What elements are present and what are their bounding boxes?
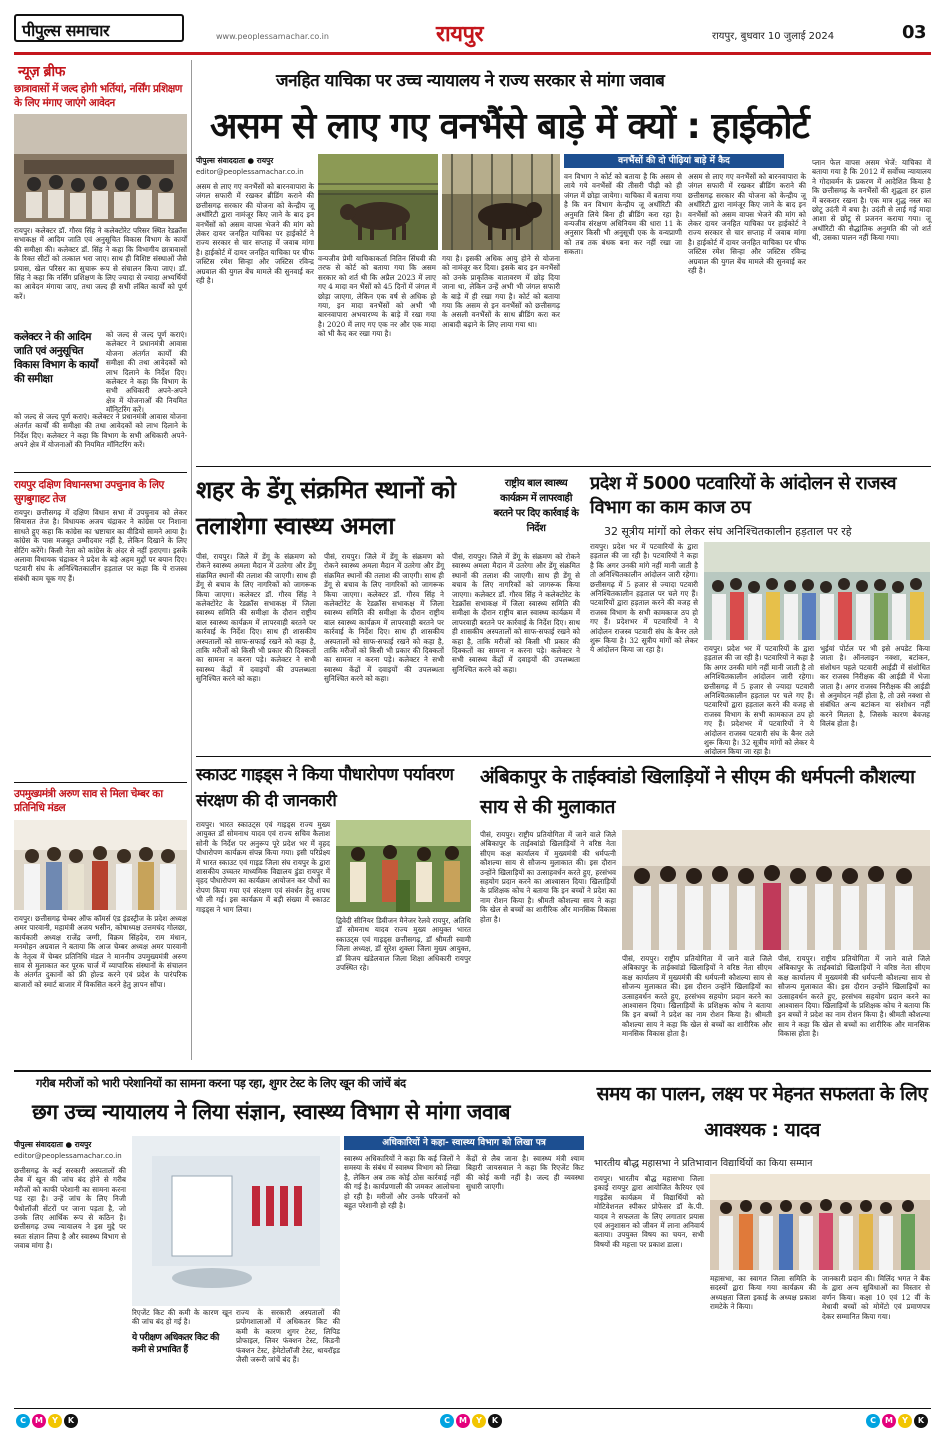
masthead-logo	[14, 14, 184, 42]
taekwondo-text-2: पीसं, रायपुर। राष्ट्रीय प्रतियोगिता में जाने वाले जिले अंबिकापुर के ताईक्वांडो खिलाड़ियों ने वरिष्ठ नेता सीएम कक्ष कार्यालय में मुख्यमंत्री की धर्मपत्नी कौशल्या साय से सौजन्य मुलाकात की। इस दौरान उन्होंने खिलाड़ियों का उत्साहवर्धन करते हुए, हरसंभव सहयोग प्रदान करने का आश्वासन दिया। खिलाड़ियों के प्रशिक्षक कोच ने बताया कि इन बच्चों ने प्रदेश का नाम रोशन किया है। श्रीमती कौशल्या साय ने कहा कि खेल से बच्चों का शारीरिक और मानसिक विकास होता है।	[622, 954, 772, 1039]
patwari-text-2: रायपुर। प्रदेश भर में पटवारियों के द्वारा हड़ताल की जा रही है। पटवारियों ने कहा है कि अगर उनकी मांगे नहीं मानी जाती है तो अनिश्चितकालीन आंदोलन जारी रहेगा। छत्तीसगढ़ में 5 हजार से ज्यादा पटवारी अनिश्चितकालीन हड़ताल पर चले गए हैं। पटवारियों द्वारा हड़ताल करने की वजह से राजस्व विभाग के सभी कामकाज ठप हो गए हैं। प्रदेशभर में पटवारियों ने ये आंदोलन राजस्व पटवारी संघ के बैनर तले शुरू किया है। 32 सूत्रीय मांगों को लेकर ये आंदोलन किया जा रहा है।	[704, 644, 814, 757]
yadav-sub: भारतीय बौद्ध महासभा ने प्रतिभावान विद्यार्थियों का किया सम्मान	[594, 1158, 813, 1169]
yellow-mark: Y	[898, 1414, 912, 1428]
sugar-text-d: केंद्रों से लैब जाना है। स्वास्थ्य मंत्री श्याम बिहारी जायसवाल ने कहा कि रिएजेंट किट की कोई कमी नहीं है। जल्द ही व्यवस्था सुधारी जाएगी।	[466, 1154, 584, 1192]
buffalo-enclosure-photo	[442, 154, 560, 250]
taekwondo-text-3: पीसं, रायपुर। राष्ट्रीय प्रतियोगिता में जाने वाले जिले अंबिकापुर के ताईक्वांडो खिलाड़ियों ने वरिष्ठ नेता सीएम कक्ष कार्यालय में मुख्यमंत्री की धर्मपत्नी कौशल्या साय से सौजन्य मुलाकात की। इस दौरान उन्होंने खिलाड़ियों का उत्साहवर्धन करते हुए, हरसंभव सहयोग प्रदान करने का आश्वासन दिया। खिलाड़ियों के प्रशिक्षक कोच ने बताया कि इन बच्चों ने प्रदेश का नाम रोशन किया है। श्रीमती कौशल्या साय ने कहा कि खेल से बच्चों का शारीरिक और मानसिक विकास होता है।	[778, 954, 930, 1039]
sugar-headline: छग उच्च न्यायालय ने लिया संज्ञान, स्वास्थ्य विभाग से मांगा जवाब	[32, 1100, 511, 1124]
masthead	[0, 0, 945, 56]
patwari-photo-1	[704, 542, 930, 640]
taekwondo-story	[476, 760, 931, 1066]
column-divider	[191, 60, 192, 1060]
scout-headline: स्काउट गाइड्स ने किया पौधारोपण पर्यावरण संरक्षण की दी जानकारी	[196, 765, 454, 811]
rule	[196, 466, 931, 467]
cyan-mark: C	[16, 1414, 30, 1428]
players-meeting-photo	[622, 830, 930, 950]
footer-rule	[14, 1408, 931, 1409]
sugar-photo-caption: रिएजेंट किट की कमी के कारण खून की जांच बंद हो गई है।	[132, 1308, 232, 1327]
lead-text-a: असम से लाए गए वनभैंसों को बारनवापारा के जंगल सफारी में रखकर ब्रीडिंग कराने की छत्तीसगढ़ सरकार की योजना को केन्द्रीय जू अथॉरिटी द्वारा नामंजूर किए जाने के बाद इन वनभैंसों को असम वापस भेजने की मांग को लेकर दायर जनहित याचिका पर हाईकोर्ट ने राज्य सरकार से चार सप्ताह में जवाब मांगा है। हाईकोर्ट में दायर जनहित याचिका पर चीफ जस्टिस रमेश सिन्हा और जस्टिस रविन्द्र अग्रवाल की युगल बेंच मामले की सुनवाई कर रही है।	[196, 182, 314, 286]
rule	[14, 1070, 931, 1072]
sugar-byline: पीपुल्स संवाददाता ● रायपुर	[14, 1140, 92, 1149]
scout-caption: द्विवेदी सीनियर डिवीजन मैनेजर रेलवे रायपुर, अतिथि डॉ सोमनाथ यादव राज्य मुख्य आयुक्त भारत स्काउट्स एवं गाइड्स छत्तीसगढ़, डॉ श्रीमती स्वामी जिला अध्यक्ष, डॉ सुरेश शुक्ला जिला मुख्य आयुक्त, डॉ विजय खंडेलवाल जिला शिक्षा अधिकारी रायपुर उपस्थित रहे।	[336, 916, 471, 973]
dengue-headline: शहर के डेंगू संक्रमित स्थानों को तलाशेगा स्वास्थ्य अमला	[196, 476, 456, 540]
lead-headline: असम से लाए गए वनभैंसे बाड़े में क्यों : हाईकोर्ट	[210, 106, 809, 147]
dengue-text-3: पीसं, रायपुर। जिले में डेंगू के संक्रमण को रोकने स्वास्थ्य अमला मैदान में उतरेगा और डेंगू संक्रमित स्थानों की तलाश की जाएगी। साथ ही डेंगू से बचाव के लिए नागरिकों को जागरूक किया जाएगा। कलेक्टर डॉ. गौरव सिंह ने कलेक्टोरेट के रेडक्रॉस सभाकक्ष में जिला स्वास्थ्य समिति की समीक्षा के दौरान राष्ट्रीय बाल स्वास्थ्य कार्यक्रम में लापरवाही बरतने पर कार्रवाई के निर्देश दिए। साथ ही शासकीय अस्पतालों को साफ-सफाई रखने को कहा है, ताकि मरीजों को किसी भी प्रकार की दिक्कतों का सामना न करना पड़े। कलेक्टर ने सभी स्वास्थ्य केंद्रों में दवाइयों की उपलब्धता सुनिश्चित करने को कहा।	[452, 552, 580, 674]
brief-text-1c: को जल्द से जल्द पूर्ण कराएं। कलेक्टर ने प्रधानमंत्री आवास योजना अंतर्गत कार्यों की समीक्षा की तथा आवेदकों को लाभ दिलाने के निर्देश दिए। कलेक्टर ने कहा कि विभाग के सभी अधिकारी अपने-अपने क्षेत्र में योजनाओं की नियमित मॉनिटरिंग करें।	[14, 412, 187, 450]
rule	[14, 782, 187, 783]
page-number: 03	[902, 22, 927, 43]
brief-head-1: छात्रावासों में जल्द होगी भर्तियां, नर्सिंग प्रशिक्षण के लिए मंगाए जाएंगे आवेदन	[14, 83, 182, 109]
patwari-sub: 32 सूत्रीय मांगों को लेकर संघ अनिश्चितकालीन हड़ताल पर रहे	[604, 525, 852, 538]
brief-text-1b: को जल्द से जल्द पूर्ण कराएं। कलेक्टर ने प्रधानमंत्री आवास योजना अंतर्गत कार्यों की समीक्षा की तथा आवेदकों को लाभ दिलाने के निर्देश दिए। कलेक्टर ने कहा कि विभाग के सभी अधिकारी अपने-अपने क्षेत्र में योजनाओं की नियमित मॉनिटरिंग करें।	[106, 330, 187, 415]
masthead-website: www.peoplessamachar.co.in	[216, 32, 329, 41]
lead-text-e: प्लान फेल वापस असम भेजें: याचिका में बताया गया है कि 2012 में सर्वोच्च न्यायालय ने गोदावर्मन के प्रकरण में आदेशित किया है कि छत्तीसगढ़ के वनभैंसों की शुद्धता हर हाल में बरकरार रखना है। एक मात्र शुद्ध नस्ल का छोटू उदंती में बचा है। उदंती से लाई गई मादा आशा से छोटू से प्रजनन कराया गया। जू अथॉरिटी की सैद्धांतिक अनुमति की जो शर्त थी, उसका पालन नहीं किया गया।	[812, 158, 931, 243]
lead-photo-1	[318, 154, 438, 250]
lead-kicker: जनहित याचिका पर उच्च न्यायालय ने राज्य सरकार से मांगा जवाब	[276, 71, 665, 91]
dengue-side-note: राष्ट्रीय बाल स्वास्थ्य कार्यक्रम में लापरवाही बरतने पर दिए कार्रवाई के निर्देश	[493, 478, 579, 534]
brief-head-2: रायपुर दक्षिण विधानसभा उपचुनाव के लिए सुगबुगाहट तेज	[14, 479, 164, 505]
patwari-text-1: रायपुर। प्रदेश भर में पटवारियों के द्वारा हड़ताल की जा रही है। पटवारियों ने कहा है कि अगर उनकी मांगे नहीं मानी जाती है तो अनिश्चितकालीन आंदोलन जारी रहेगा। छत्तीसगढ़ में 5 हजार से ज्यादा पटवारी अनिश्चितकालीन हड़ताल पर चले गए हैं। पटवारियों द्वारा हड़ताल करने की वजह से राजस्व विभाग के सभी कामकाज ठप हो गए हैं। प्रदेशभर में पटवारियों ने ये आंदोलन राजस्व पटवारी संघ के बैनर तले शुरू किया है। 32 सूत्रीय मांगों को लेकर ये आंदोलन किया जा रहा है।	[590, 542, 698, 655]
lead-text-b: वन्यजीव प्रेमी याचिकाकर्ता नितिन सिंघवी की तरफ से कोर्ट को बताया गया कि असम सरकार को शर्त थी कि अप्रैल 2023 में लाए गए 4 मादा वन भैंसों को 45 दिनों में जंगल में छोड़ा जाएगा, लेकिन एक वर्ष से अधिक हो गया, इन मादा वनभैंसों को अभी भी बारनवापारा अभयारण्य के बाड़े में रखा गया है। 2020 में लाए गए एक नर और एक मादा को भी कैद कर रखा गया है।	[318, 254, 436, 339]
lead-email: editor@peoplessamachar.co.in	[196, 168, 304, 176]
magenta-mark: M	[456, 1414, 470, 1428]
lab-test-photo	[132, 1136, 340, 1306]
brief-text-1: रायपुर। कलेक्टर डॉ. गौरव सिंह ने कलेक्टोरेट परिसर स्थित रेडक्रॉस सभाकक्ष में आदिम जाति एवं अनुसूचित विकास विभाग के कार्यों की समीक्षा की। कलेक्टर डॉ. सिंह ने कहा कि विभागीय छात्रावासों के रिक्त सीटों को तत्काल भरा जाए। साथ ही विशिष्ट संस्थाओं जैसे प्रयास, खेल परिसर का सुचारू रूप से संचालन किया जाए। डॉ. सिंह ने कहा कि नर्सिंग प्रशिक्षण के लिए ज्यादा से ज्यादा अभ्यर्थियों का आवेदन मंगाया जाए, तथा जल्द ही सभी लंबित कार्यों को पूर्ण करें।	[14, 226, 187, 301]
taekwondo-headline: अंबिकापुर के ताईक्वांडो खिलाड़ियों ने सीएम की धर्मपत्नी कौशल्या साय से की मुलाकात	[480, 766, 915, 818]
black-mark: K	[914, 1414, 928, 1428]
brief-text-3: रायपुर। छत्तीसगढ़ चेम्बर ऑफ कॉमर्स एंड इंडस्ट्रीज के प्रदेश अध्यक्ष अमर पारवानी, महामंत्री अजय भसीन, कोषाध्यक्ष उत्तमचंद गोलछा, कार्यकारी अध्यक्ष राजेंद्र जग्गी, विक्रम सिंहदेव, राम मंधान, मनमोहन अग्रवाल ने बताया कि आज चेम्बर अध्यक्ष अमर पारवानी के नेतृत्व में चेम्बर प्रतिनिधि मंडल ने माननीय उपमुख्यमंत्री अरुण साव से मुलाकात कर पूरक चार्ज में व्यापारिक संस्थानों के संचालन के अंतर्गत दुकानों को फ्री होल्ड करने एवं प्रदेश के पारंपरिक बाजारों को स्मार्ट बाजार में विकसित करने हेतु ज्ञापन सौंपा।	[14, 914, 187, 989]
taekwondo-text-1: पीसं, रायपुर। राष्ट्रीय प्रतियोगिता में जाने वाले जिले अंबिकापुर के ताईक्वांडो खिलाड़ियों ने वरिष्ठ नेता सीएम कक्ष कार्यालय में मुख्यमंत्री की धर्मपत्नी कौशल्या साय से सौजन्य मुलाकात की। इस दौरान उन्होंने खिलाड़ियों का उत्साहवर्धन करते हुए, हरसंभव सहयोग प्रदान करने का आश्वासन दिया। खिलाड़ियों के प्रशिक्षक कोच ने बताया कि इन बच्चों ने प्रदेश का नाम रोशन किया है। श्रीमती कौशल्या साय ने कहा कि खेल से बच्चों का शारीरिक और मानसिक विकास होता है।	[480, 830, 616, 924]
dateline: रायपुर, बुधवार 10 जुलाई 2024	[712, 31, 835, 42]
sugar-text-1: छत्तीसगढ़ के कई सरकारी अस्पतालों की लैब में खून की जांच बंद होने से गरीब मरीजों को काफी परेशानी का सामना करना पड़ रहा है। उन्हें जांच के लिए निजी पैथोलॉजी सेंटरों पर जाना पड़ता है, जो उनके लिए आर्थिक रूप से कठिन है। छत्तीसगढ़ उच्च न्यायालय ने इस मुद्दे पर स्वतः संज्ञान लिया है और स्वास्थ्य विभाग से जवाब मांगा है।	[14, 1166, 126, 1251]
lead-photo-2	[442, 154, 560, 250]
magenta-mark: M	[882, 1414, 896, 1428]
section-title: रायपुर	[436, 22, 483, 47]
protest-crowd-photo	[704, 542, 930, 640]
sugar-email: editor@peoplessamachar.co.in	[14, 1152, 122, 1160]
plantation-photo	[336, 820, 471, 912]
sugar-text-b: राज्य के सरकारी अस्पतालों की प्रयोगशालाओं में अधिकतर किट की कमी के कारण शुगर टेस्ट, लिपिड प्रोफाइल, लिवर फंक्शन टेस्ट, किडनी फंक्शन टेस्ट, हेमेटोलॉजी टेस्ट, थायरॉइड जैसी जरूरी जांचें बंद हैं।	[236, 1308, 340, 1365]
brief-photo-3	[14, 820, 187, 910]
masthead-rule	[14, 52, 931, 55]
patwari-story	[586, 470, 931, 757]
yadav-story	[590, 1074, 931, 1394]
black-mark: K	[488, 1414, 502, 1428]
rule	[196, 756, 931, 757]
brief-text-2: रायपुर। छत्तीसगढ़ में दक्षिण विधान सभा में उपचुनाव को लेकर सियासत तेज है। विधायक अजय चंद्राकर ने कांग्रेस पर निशाना साधते हुए कहा कि कांग्रेस का भ्रष्टाचार का वीडियो सामने आया है। कांग्रेस के पास मजबूत उम्मीदवार नहीं है, लेकिन दिखाने के लिए सेटिंग करेंगे। किसी नेता को कांग्रेस के अंदर से नहीं हराएगा। इसके अलावा विधायक चंद्राकर ने प्रदेश के बड़े अहम मुद्दों पर बयान दिए। पटवारी संघ के अनिश्चितकालीन हड़ताल पर कहा कि ये राजस्व संबंधी काम चूक गए हैं।	[14, 508, 187, 583]
wild-buffalo-photo	[318, 154, 438, 250]
delegation-photo	[14, 820, 187, 910]
scout-photo	[336, 820, 471, 912]
brief-head-3: उपमुख्यमंत्री अरुण साव से मिला चेम्बर का प्रतिनिधि मंडल	[14, 788, 163, 814]
yadav-text-1: रायपुर। भारतीय बौद्ध महासभा जिला इकाई रायपुर द्वारा आयोजित कैरियर एवं गाइडेंस कार्यक्रम में विद्यार्थियों को मोटिवेशनल स्पीकर प्रोफेसर डॉ के.पी. यादव ने सफलता के लिए लगातार प्रयास एवं अनुशासन को जीवन में लाना अनिवार्य बताया। उपयुक्त विषय का चयन, सभी विषयों की महत्ता पर प्रकाश डाला।	[594, 1174, 704, 1249]
scout-text-1: रायपुर। भारत स्काउट्स एवं गाइड्स राज्य मुख्य आयुक्त डॉ सोमनाथ यादव एवं राज्य सचिव कैलाश सोनी के निर्देश पर अनुरूप पूरे प्रदेश भर में वृहद पौधारोपण कार्यक्रम संपन्न किया गया। इसी परिप्रेक्ष्य में भारत स्काउट एवं गाइड जिला संघ रायपुर के द्वारा शासकीय उच्चतर माध्यमिक विद्यालय डुंडा रायपुर में वृहद पौधारोपण का कार्यक्रम आयोजन कर पौधों का रोपण किया गया एवं संरक्षण एवं संवर्धन हेतु शपथ भी ली गई। इस कार्यक्रम में बड़ी संख्या में स्काउट गाइड्स ने भाग लिया।	[196, 820, 330, 914]
magenta-mark: M	[32, 1414, 46, 1428]
logo-text: पीपुल्स समाचार	[22, 21, 109, 40]
rule	[14, 472, 187, 473]
dengue-story	[196, 470, 581, 752]
meeting-photo	[14, 114, 187, 222]
brief-photo-1	[14, 114, 187, 222]
cyan-mark: C	[866, 1414, 880, 1428]
sugar-story	[14, 1074, 584, 1394]
cyan-mark: C	[440, 1414, 454, 1428]
lead-byline: पीपुल्स संवाददाता ● रायपुर	[196, 156, 274, 165]
sugar-photo	[132, 1136, 340, 1306]
sugar-sub2: ये परीक्षण अधिकतर किट की कमी से प्रभावित हैं	[132, 1333, 219, 1355]
brief-pullquote: कलेक्टर ने की आदिम जाति एवं अनुसूचित विकास विभाग के कार्यों की समीक्षा	[14, 331, 98, 385]
felicitation-photo	[710, 1174, 930, 1270]
sugar-text-c: स्वास्थ्य अधिकारियों ने कहा कि कई जिलों ने समस्या के संबंध में स्वास्थ्य विभाग को लिखा है, लेकिन अब तक कोई ठोस कार्रवाई नहीं की गई है। कार्यप्रणाली की जमकर आलोचना हो रही है। मरीजों और उनके परिजनों को बहुत परेशानी हो रही है।	[344, 1154, 460, 1211]
dengue-text-2: पीसं, रायपुर। जिले में डेंगू के संक्रमण को रोकने स्वास्थ्य अमला मैदान में उतरेगा और डेंगू संक्रमित स्थानों की तलाश की जाएगी। साथ ही डेंगू से बचाव के लिए नागरिकों को जागरूक किया जाएगा। कलेक्टर डॉ. गौरव सिंह ने कलेक्टोरेट के रेडक्रॉस सभाकक्ष में जिला स्वास्थ्य समिति की समीक्षा के दौरान राष्ट्रीय बाल स्वास्थ्य कार्यक्रम में लापरवाही बरतने पर कार्रवाई के निर्देश दिए। साथ ही शासकीय अस्पतालों को साफ-सफाई रखने को कहा है, ताकि मरीजों को किसी भी प्रकार की दिक्कतों का सामना न करना पड़े। कलेक्टर ने सभी स्वास्थ्य केंद्रों में दवाइयों की उपलब्धता सुनिश्चित करने को कहा।	[324, 552, 444, 684]
sugar-kicker: गरीब मरीजों को भारी परेशानियों का सामना करना पड़ रहा, शुगर टेस्ट के लिए खून की जांचें बंद	[36, 1076, 406, 1090]
patwari-headline: प्रदेश में 5000 पटवारियों के आंदोलन से राजस्व विभाग का काम काज ठप	[590, 473, 897, 518]
yadav-text-c: जानकारी प्रदान की। मिलिंद भगत ने बैंक के द्वारा अन्य सुविधाओं का विस्तार से वर्णन किया। कक्षा 10 एवं 12 वीं के मेधावी बच्चों को मोमेंटो एवं प्रमाणपत्र देकर सम्मानित किया गया।	[822, 1274, 930, 1321]
yellow-mark: Y	[48, 1414, 62, 1428]
scout-story	[196, 760, 471, 1066]
sugar-box-title: अधिकारियों ने कहा- स्वास्थ्य विभाग को लिखा पत्र	[344, 1136, 584, 1150]
lead-box-title: वनभैंसों की दो पीढ़ियां बाड़े में कैद	[564, 154, 784, 168]
taekwondo-photo	[622, 830, 930, 950]
black-mark: K	[64, 1414, 78, 1428]
dengue-text-1: पीसं, रायपुर। जिले में डेंगू के संक्रमण को रोकने स्वास्थ्य अमला मैदान में उतरेगा और डेंगू संक्रमित स्थानों की तलाश की जाएगी। साथ ही डेंगू से बचाव के लिए नागरिकों को जागरूक किया जाएगा। कलेक्टर डॉ. गौरव सिंह ने कलेक्टोरेट के रेडक्रॉस सभाकक्ष में जिला स्वास्थ्य समिति की समीक्षा के दौरान राष्ट्रीय बाल स्वास्थ्य कार्यक्रम में लापरवाही बरतने पर कार्रवाई के निर्देश दिए। साथ ही शासकीय अस्पतालों को साफ-सफाई रखने को कहा है, ताकि मरीजों को किसी भी प्रकार की दिक्कतों का सामना न करना पड़े। कलेक्टर ने सभी स्वास्थ्य केंद्रों में दवाइयों की उपलब्धता सुनिश्चित करने को कहा।	[196, 552, 316, 684]
footer-marks	[0, 1400, 945, 1440]
yadav-text-b: महासभा, का स्वागत जिला समिति के सदस्यों द्वारा किया गया कार्यक्रम की अध्यक्षता जिला इकाई के अध्यक्ष प्रकाश रामटेके ने किया।	[710, 1274, 816, 1312]
lead-text-c: गया है। इसकी अधिक आयु होने से योजना को नामंजूर कर दिया। इसके बाद इन वनभैंसों को उनके प्राकृतिक वातावरण में छोड़ दिया जाना था, लेकिन उन्हें अभी भी जंगल सफारी के बाड़े में ही रखा गया है। कोर्ट को बताया गया कि असम से इन वनभैंसों को छत्तीसगढ़ के असली वनभैंसों के साथ ब्रीडिंग करा कर आबादी बढ़ाने के लिए लाया गया था।	[442, 254, 560, 329]
patwari-text-3: भुईयां पोर्टल पर भी इसे अपडेट किया जाता है। ऑनलाइन नक्शा, बटांकन, संशोधन पहले पटवारी आईडी में संशोधित कर राजस्व निरीक्षक की आईडी में भेजा जाता है। अगर राजस्व निरीक्षक की आईडी से अनुमोदन नहीं होता है, तो उसे नक्शा से संबंधित अन्य बटांकन या संशोधन नहीं करने मिलता है, जिसके कारण बेवजह विलंब होता है।	[820, 644, 930, 729]
lead-text-d: वन विभाग ने कोर्ट को बताया है कि असम से लाये गये वनभैंसों की तीसरी पीढ़ी को ही जंगल में छोड़ा जायेगा। याचिका में बताया गया है कि वन विभाग केन्द्रीय जू अथॉरिटी की अनुमति लिये बिना ही ब्रीडिंग करा रहा है। वन्यजीव संरक्षण अधिनियम की धारा 11 के अनुसार किसी भी अनुसूची एक के वन्यप्राणी को तब तक बंधक बना कर नहीं रखा जा सकता।	[564, 172, 682, 257]
brief-tag: न्यूज़ ब्रीफ	[18, 64, 65, 80]
yadav-photo	[710, 1174, 930, 1270]
lead-story	[196, 60, 931, 464]
yellow-mark: Y	[472, 1414, 486, 1428]
yadav-headline: समय का पालन, लक्ष्य पर मेहनत सफलता के लिए आवश्यक : यादव	[596, 1083, 928, 1141]
lead-text-d2: असम से लाए गए वनभैंसों को बारनवापारा के जंगल सफारी में रखकर ब्रीडिंग कराने की छत्तीसगढ़ सरकार की योजना को केन्द्रीय जू अथॉरिटी द्वारा नामंजूर किए जाने के बाद इन वनभैंसों को असम वापस भेजने की मांग को लेकर दायर जनहित याचिका पर हाईकोर्ट ने राज्य सरकार से चार सप्ताह में जवाब मांगा है। हाईकोर्ट में दायर जनहित याचिका पर चीफ जस्टिस रमेश सिन्हा और जस्टिस रविन्द्र अग्रवाल की युगल बेंच मामले की सुनवाई कर रही है।	[688, 172, 806, 276]
